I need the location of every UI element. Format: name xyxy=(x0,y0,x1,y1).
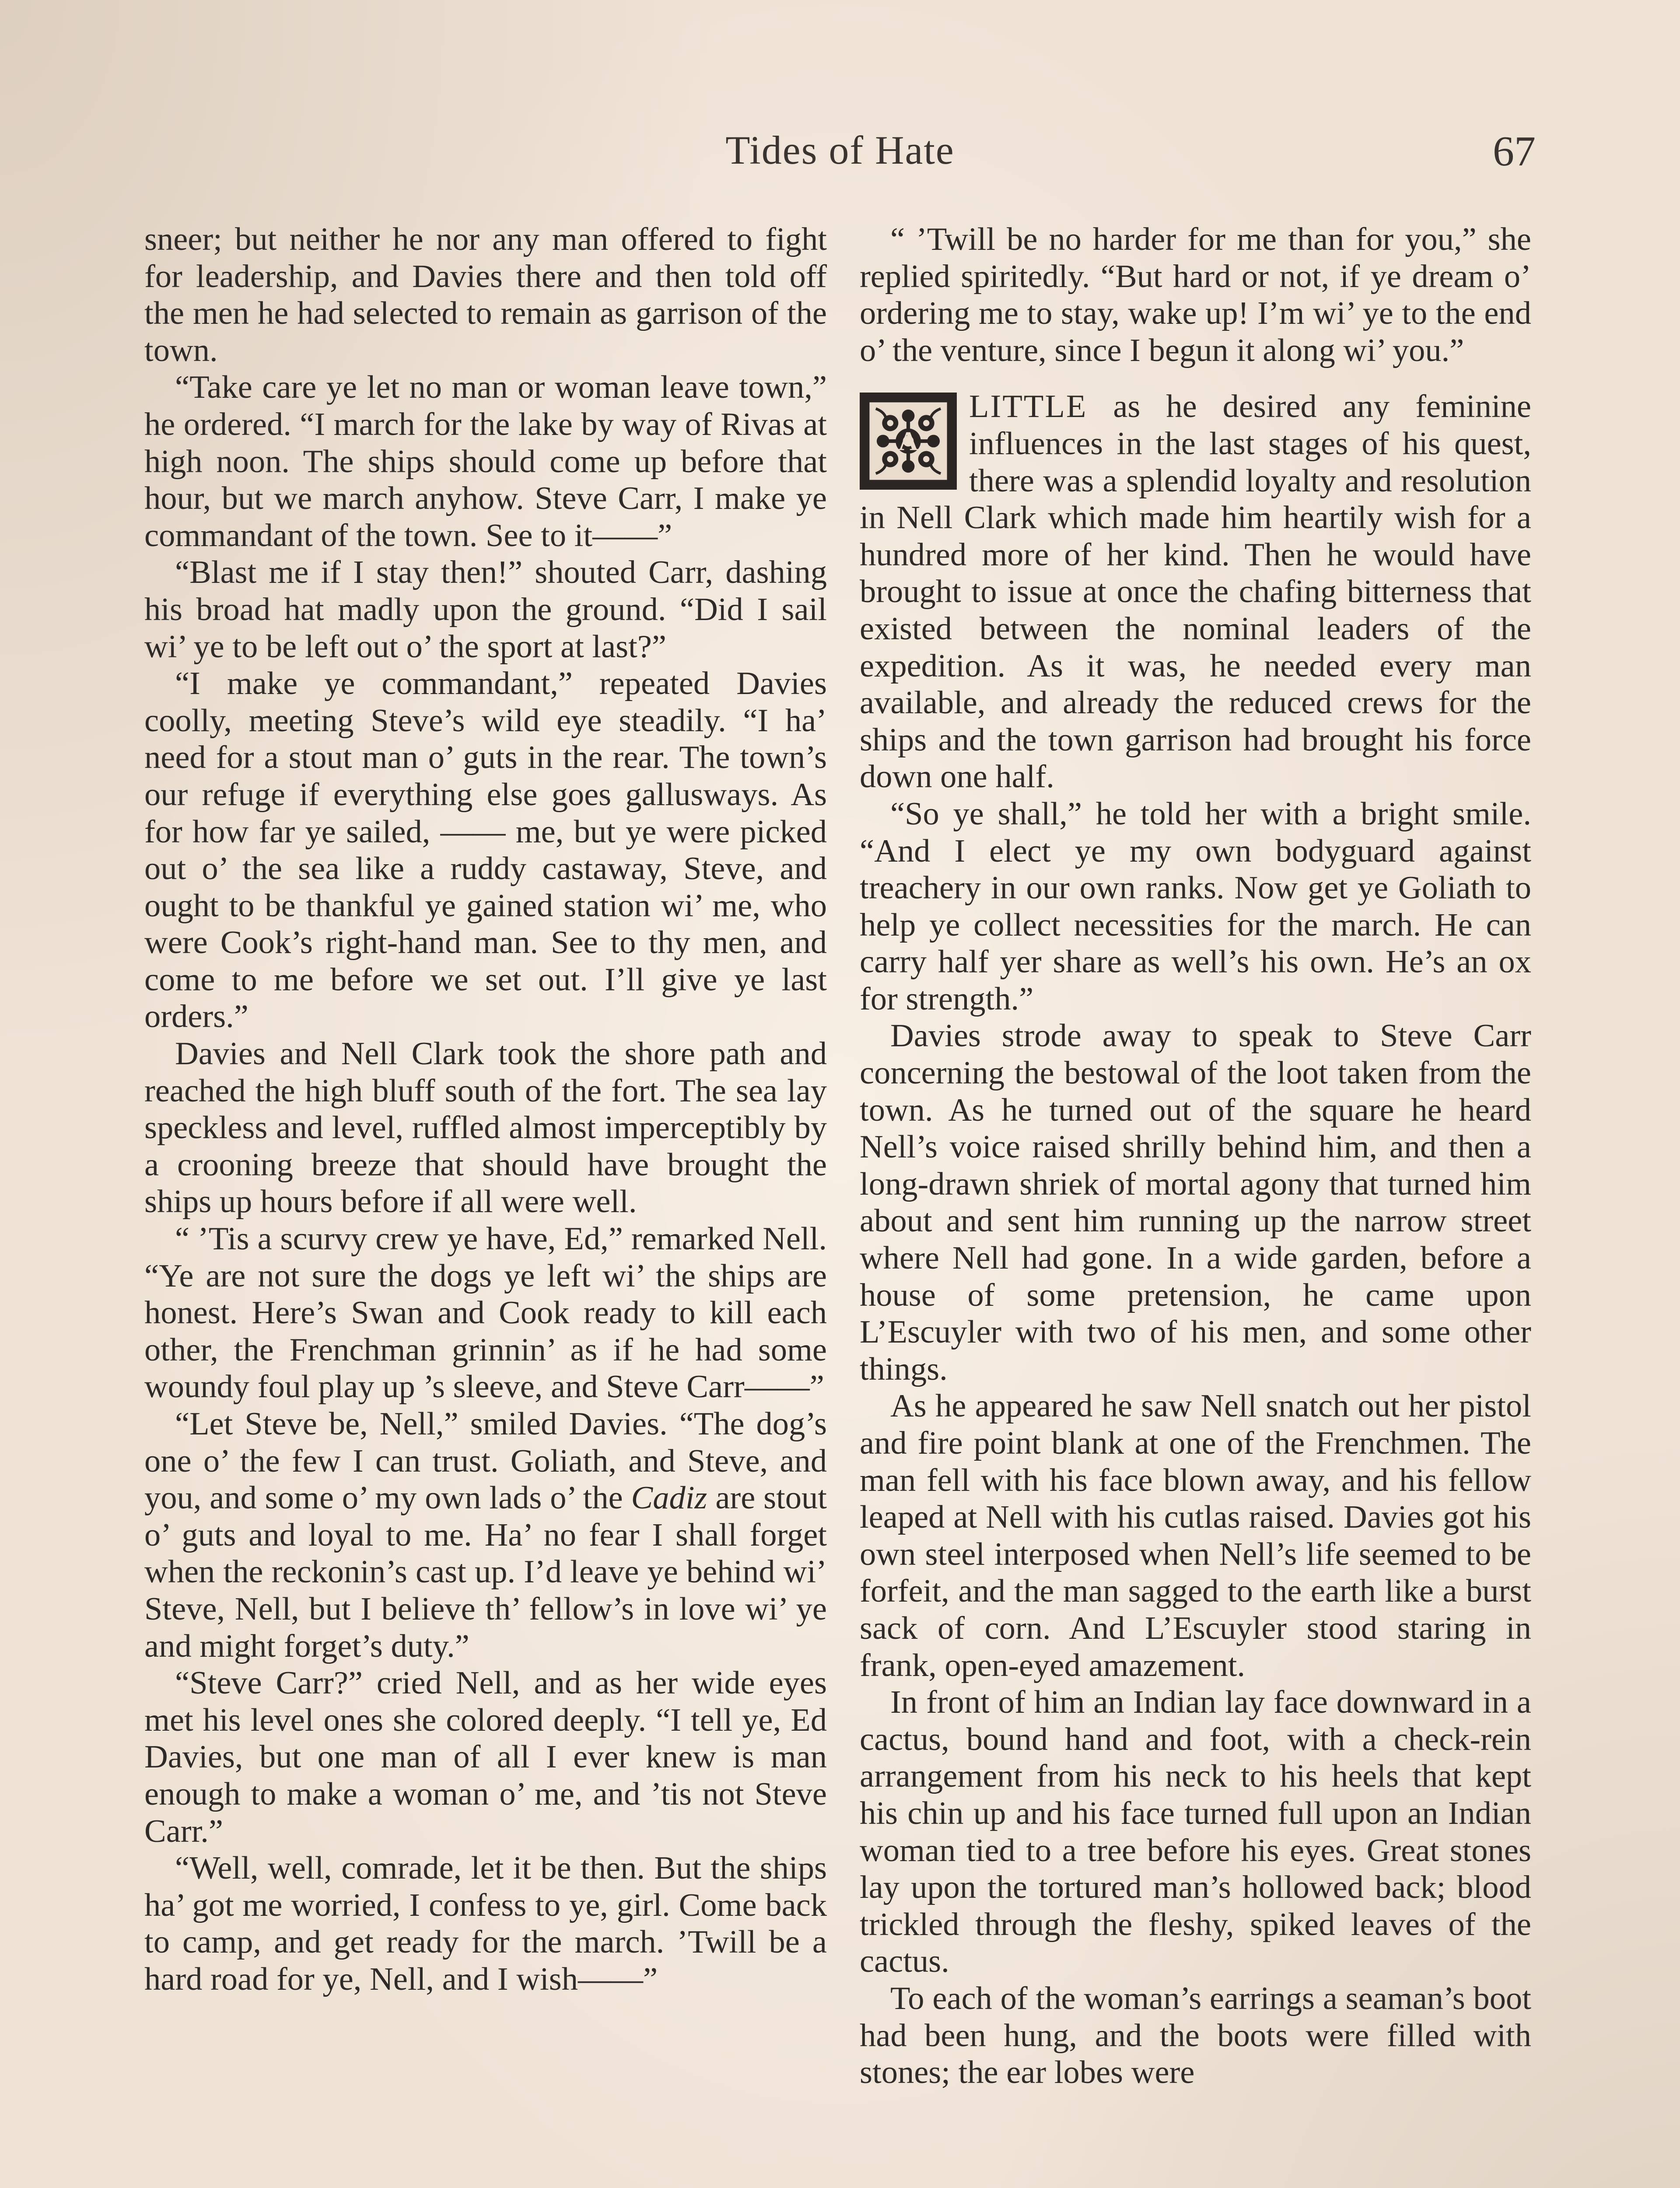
paragraph: Davies and Nell Clark took the shore path and reached the high bluff south of the fort. The sea lay speckless and level, ruffled almost imperceptibly by a crooning breeze that should have brought the ships up hours before if all were well. xyxy=(144,1036,827,1220)
text-run: are stout o’ guts and loyal to me. Ha’ no fear I shall forget when the reckonin’s cast up. I’d leave ye behind wi’ Steve, Nell, but I believe th’ fellow’s in love wi’ ye and might forget’s duty.” xyxy=(144,1480,827,1664)
floral-ornament-icon xyxy=(863,396,953,486)
paragraph xyxy=(144,1406,827,1665)
paragraph: “Take care ye let no man or woman leave town,” he ordered. “I march for the lake by way of Rivas at high noon. The ships should come up before that hour, but we march anyhow. Steve Carr, I make ye commandant of the town. See to it——” xyxy=(144,369,827,554)
paragraph: “Well, well, comrade, let it be then. But the ships ha’ got me worried, I confess to ye, girl. Come back to camp, and get ready for the march. ’Twill be a hard road for ye, Nell, and I wish——” xyxy=(144,1850,827,1997)
dropcap-word-rest: LITTLE xyxy=(969,389,1088,425)
ship-name: Cadiz xyxy=(631,1480,707,1516)
paragraph: “Blast me if I stay then!” shouted Carr, dashing his broad hat madly upon the ground. “Did I sail wi’ ye to be left out o’ the sport at last?” xyxy=(144,554,827,665)
paragraph: To each of the woman’s earrings a seaman’s boot had been hung, and the boots were filled with stones; the ear lobes were xyxy=(860,1980,1531,2091)
text-run: “Let Steve be, Nell,” smiled Davies. “The dog’s one o’ the few I can trust. Goliath, and Steve, and you, and some o’ my own lads o’ the xyxy=(144,1406,827,1516)
paragraph: “ ’Twill be no harder for me than for you,” she replied spiritedly. “But hard or not, if ye dream o’ ordering me to stay, wake up! I’m wi’ ye to the end o’ the venture, since I begun it along wi’ you.” xyxy=(860,221,1531,368)
text-run: as he desired any feminine influences in the last stages of his quest, there was a splendid loyalty and resolution in Nell Clark which made him heartily wish for a hundred more of her kind. Then he would have brought to issue at once the chafing bitterness that existed between the nominal leaders of the expedition. As it was, he needed every man available, and already the reduced crews for the ships and the town garrison had brought his force down one half. xyxy=(860,389,1531,795)
running-title: Tides of Hate xyxy=(725,128,955,172)
left-column xyxy=(144,221,827,1998)
page-number: 67 xyxy=(1493,128,1536,175)
paragraph: “ ’Tis a scurvy crew ye have, Ed,” remarked Nell. “Ye are not sure the dogs ye left wi’ the ships are honest. Here’s Swan and Cook ready to kill each other, the Frenchman grinnin’ as if he had some woundy foul play up ’s sleeve, and Steve Carr——” xyxy=(144,1221,827,1405)
paragraph: “Steve Carr?” cried Nell, and as her wide eyes met his level ones she colored deeply. “I tell ye, Ed Davies, but one man of all I ever knew is man enough to make a woman o’ me, and ’tis not Steve Carr.” xyxy=(144,1665,827,1849)
paragraph: “So ye shall,” he told her with a bright smile. “And I elect ye my own bodyguard against treachery in our own ranks. Now get ye Goliath to help ye collect necessities for the march. He can carry half yer share as well’s his own. He’s an ox for strength.” xyxy=(860,796,1531,1017)
paragraph: Davies strode away to speak to Steve Carr concerning the bestowal of the loot taken from the town. As he turned out of the square he heard Nell’s voice raised shrilly behind him, and then a long-drawn shriek of mortal agony that turned him about and sent him running up the narrow street where Nell had gone. In a wide garden, before a house of some pretension, he came upon L’Escuyler with two of his men, and some other things. xyxy=(860,1018,1531,1387)
dropcap-letter: A xyxy=(898,426,918,456)
paragraph: As he appeared he saw Nell snatch out her pistol and fire point blank at one of the Frenchmen. The man fell with his face blown away, and his fellow leaped at Nell with his cutlas raised. Davies got his own steel interposed when Nell’s life seemed to be forfeit, and the man sagged to the earth like a burst sack of corn. And L’Escuyler stood staring in frank, open-eyed amazement. xyxy=(860,1388,1531,1683)
paragraph: In front of him an Indian lay face downward in a cactus, bound hand and foot, with a check-rein arrangement from his neck to his heels that kept his chin up and his face turned full upon an Indian woman tied to a tree before his eyes. Great stones lay upon the tortured man’s hollowed back; blood trickled through the fleshy, spiked leaves of the cactus. xyxy=(860,1684,1531,1980)
right-column xyxy=(860,221,1531,2091)
paragraph: “I make ye commandant,” repeated Davies coolly, meeting Steve’s wild eye steadily. “I ha’ need for a stout man o’ guts in the rear. The town’s our refuge if everything else goes gallusways. As for how far ye sailed, —— me, but ye were picked out o’ the sea like a ruddy castaway, Steve, and ought to be thankful ye gained station wi’ me, who were Cook’s right-hand man. See to thy men, and come to me before we set out. I’ll give ye last orders.” xyxy=(144,666,827,1035)
dropcap-paragraph xyxy=(860,388,1531,796)
paragraph: sneer; but neither he nor any man offered to fight for leadership, and Davies there and then told off the men he had selected to remain as garrison of the town. xyxy=(144,221,827,368)
ornamental-initial xyxy=(860,393,957,490)
